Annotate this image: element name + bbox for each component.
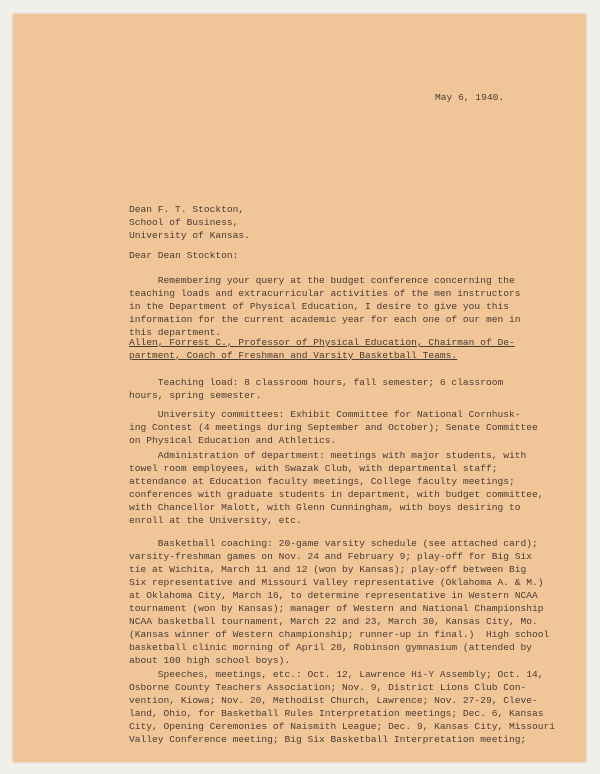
- paragraph-staff-heading: [129, 336, 515, 362]
- paragraph-line: Basketball coaching: 20-game varsity schedule (see attached card);: [129, 538, 538, 549]
- paragraph-line: this department.: [129, 327, 222, 338]
- paragraph-line: on Physical Education and Athletics.: [129, 435, 337, 446]
- paragraph-administration: [129, 449, 544, 527]
- address-line: University of Kansas.: [129, 230, 250, 241]
- paragraph-teaching-load: [129, 376, 503, 402]
- paragraph-intro: [129, 274, 521, 339]
- paragraph-line: Osborne County Teachers Association; Nov. 9, District Lions Club Con-: [129, 682, 527, 693]
- paragraph-line: (Kansas winner of Western championship; runner-up in final.) High school: [129, 629, 550, 640]
- recipient-address: [129, 203, 250, 242]
- paragraph-line: Teaching load: 8 classroom hours, fall semester; 6 classroom: [129, 377, 504, 388]
- paragraph-speeches: [129, 668, 555, 746]
- paragraph-line: Remembering your query at the budget conference concerning the: [129, 275, 515, 286]
- paragraph-line: enroll at the University, etc.: [129, 515, 302, 526]
- paragraph-line: Allen, Forrest C., Professor of Physical Education, Chairman of De-: [129, 337, 515, 348]
- paragraph-line: Speeches, meetings, etc.: Oct. 12, Lawrence Hi-Y Assembly; Oct. 14,: [129, 669, 544, 680]
- paragraph-line: vention, Kiowa; Nov. 20, Methodist Church, Lawrence; Nov. 27-29, Cleve-: [129, 695, 538, 706]
- paragraph-line: varsity-freshman games on Nov. 24 and February 9; play-off for Big Six: [129, 551, 533, 562]
- address-line: School of Business,: [129, 217, 239, 228]
- paragraph-line: NCAA basketball tournament, March 22 and 23, March 30, Kansas City, Mo.: [129, 616, 538, 627]
- paragraph-line: Administration of department: meetings with major students, with: [129, 450, 527, 461]
- paragraph-line: attendance at Education faculty meetings, College faculty meetings;: [129, 476, 515, 487]
- paragraph-line: about 100 high school boys).: [129, 655, 291, 666]
- letter-page: [13, 14, 586, 762]
- paragraph-line: partment, Coach of Freshman and Varsity Basketball Teams.: [129, 350, 458, 361]
- letter-date: May 6, 1940.: [435, 92, 505, 103]
- paragraph-line: land, Ohio, for Basketball Rules Interpretation meetings; Dec. 6, Kansas: [129, 708, 544, 719]
- paragraph-line: hours, spring semester.: [129, 390, 262, 401]
- paragraph-line: Valley Conference meeting; Big Six Basketball Interpretation meeting;: [129, 734, 527, 745]
- paragraph-line: basketball clinic morning of April 20, Robinson gymnasium (attended by: [129, 642, 533, 653]
- paragraph-line: tournament (won by Kansas); manager of Western and National Championship: [129, 603, 544, 614]
- paragraph-committees: [129, 408, 538, 447]
- salutation: Dear Dean Stockton:: [129, 250, 239, 261]
- paragraph-line: University committees: Exhibit Committee for National Cornhusk-: [129, 409, 521, 420]
- paragraph-line: tie at Wichita, March 11 and 12 (won by Kansas); play-off between Big: [129, 564, 527, 575]
- paragraph-line: with Chancellor Malott, with Glenn Cunningham, with boys desiring to: [129, 502, 521, 513]
- paragraph-line: towel room employees, with Swazak Club, with departmental staff;: [129, 463, 498, 474]
- paragraph-line: information for the current academic year for each one of our men in: [129, 314, 521, 325]
- paragraph-line: City, Opening Ceremonies of Naismith League; Dec. 9, Kansas City, Missouri: [129, 721, 556, 732]
- paragraph-line: conferences with graduate students in department, with budget committee,: [129, 489, 544, 500]
- paragraph-line: teaching loads and extracurricular activities of the men instructors: [129, 288, 521, 299]
- paragraph-line: ing Contest (4 meetings during September and October); Senate Committee: [129, 422, 538, 433]
- paragraph-line: in the Department of Physical Education, I desire to give you this: [129, 301, 509, 312]
- address-line: Dean F. T. Stockton,: [129, 204, 245, 215]
- paragraph-line: at Oklahoma City, March 16, to determine representative in Western NCAA: [129, 590, 538, 601]
- paragraph-basketball-coaching: [129, 537, 549, 667]
- paragraph-line: Six representative and Missouri Valley representative (Oklahoma A. & M.): [129, 577, 544, 588]
